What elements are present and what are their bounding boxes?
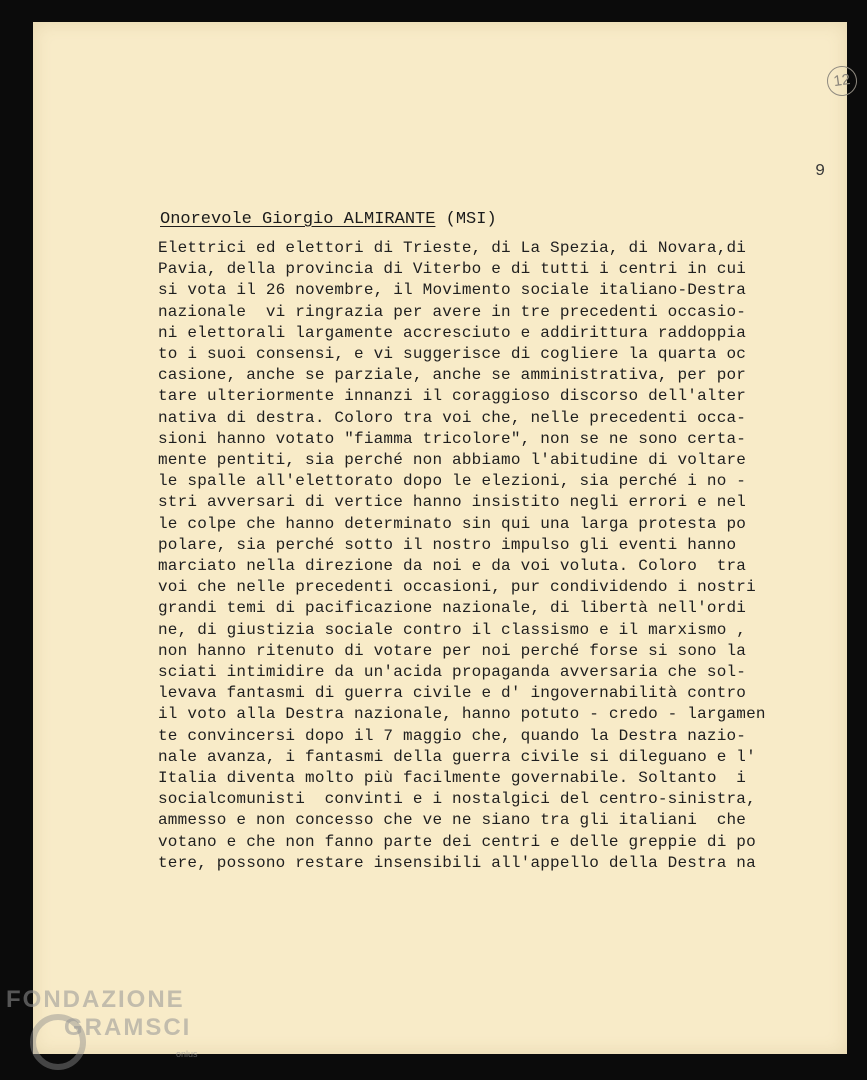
text-line: stri avversari di vertice hanno insistito negli errori e nel [158, 493, 747, 512]
text-line: si vota il 26 novembre, il Movimento sociale italiano-Destra [158, 281, 747, 300]
watermark-line-2: GRAMSCI [64, 1014, 192, 1041]
text-line: levava fantasmi di guerra civile e d' ingovernabilità contro [158, 684, 747, 703]
text-line: nale avanza, i fantasmi della guerra civile si dileguano e l' [158, 747, 756, 766]
text-line: sciati intimidire da un'acida propaganda avversaria che sol- [158, 663, 747, 682]
text-line: te convincersi dopo il 7 maggio che, quando la Destra nazio- [158, 726, 747, 745]
text-line: polare, sia perché sotto il nostro impulso gli eventi hanno [158, 535, 737, 554]
text-line: il voto alla Destra nazionale, hanno potuto - credo - largamen [158, 705, 766, 724]
text-line: to i suoi consensi, e vi suggerisce di cogliere la quarta oc [158, 345, 747, 364]
text-line: ni elettorali largamente accresciuto e addirittura raddoppia [158, 323, 747, 342]
text-line: Elettrici ed elettori di Trieste, di La Spezia, di Novara,di [158, 239, 747, 257]
speech-body [158, 238, 798, 874]
text-line: ne, di giustizia sociale contro il classismo e il marxismo , [158, 620, 747, 639]
watermark-line-1: FONDAZIONE [6, 986, 185, 1013]
text-line: casione, anche se parziale, anche se amministrativa, per por [158, 366, 747, 385]
text-line: non hanno ritenuto di votare per noi perché forse si sono la [158, 641, 747, 660]
watermark-small-text: onlus [176, 1049, 198, 1059]
watermark [6, 988, 191, 1040]
text-line: tare ulteriormente innanzi il coraggioso discorso dell'alter [158, 387, 747, 406]
speaker-heading [160, 210, 497, 229]
page-number: 9 [815, 162, 826, 181]
text-line: marciato nella direzione da noi e da voi voluta. Coloro tra [158, 557, 747, 576]
speaker-party: (MSI) [435, 210, 497, 229]
text-line: votano e che non fanno parte dei centri e delle greppie di po [158, 832, 756, 851]
text-line: socialcomunisti convinti e i nostalgici del centro-sinistra, [158, 790, 756, 809]
text-line: tere, possono restare insensibili all'appello della Destra na [158, 853, 756, 872]
text-line: mente pentiti, sia perché non abbiamo l'abitudine di voltare [158, 451, 747, 470]
speaker-name: Onorevole Giorgio ALMIRANTE [160, 210, 436, 229]
text-line: le spalle all'elettorato dopo le elezioni, sia perché i no - [158, 472, 747, 491]
text-line: grandi temi di pacificazione nazionale, di libertà nell'ordi [158, 599, 747, 618]
text-line: Italia diventa molto più facilmente governabile. Soltanto i [158, 769, 747, 788]
text-line: ammesso e non concesso che ve ne siano tra gli italiani che [158, 811, 747, 830]
text-line: nativa di destra. Coloro tra voi che, nelle precedenti occa- [158, 408, 747, 427]
text-line: voi che nelle precedenti occasioni, pur condividendo i nostri [158, 578, 756, 597]
archive-number-stamp: 12 [825, 64, 859, 98]
text-line: sioni hanno votato "fiamma tricolore", non se ne sono certa- [158, 429, 747, 448]
text-line: Pavia, della provincia di Viterbo e di tutti i centri in cui [158, 260, 747, 279]
text-line: le colpe che hanno determinato sin qui una larga protesta po [158, 514, 747, 533]
text-line: nazionale vi ringrazia per avere in tre precedenti occasio- [158, 302, 747, 321]
